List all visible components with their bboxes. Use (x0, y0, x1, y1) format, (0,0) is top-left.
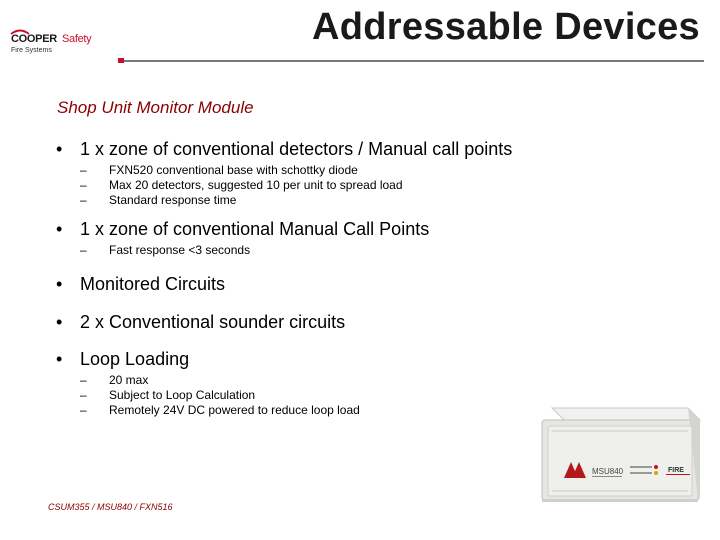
sub-marker: – (80, 403, 87, 417)
sub-marker: – (80, 243, 87, 257)
title-divider (118, 60, 704, 62)
bullet-marker: • (56, 312, 63, 332)
bullet-text: 1 x zone of conventional Manual Call Points (80, 219, 430, 239)
bullet-marker: • (56, 349, 63, 369)
sub-marker: – (80, 193, 87, 207)
sub-text: Fast response <3 seconds (109, 243, 251, 257)
device-fire-badge: FIRE (668, 467, 684, 474)
bullet-marker: • (56, 219, 63, 239)
section-subtitle: Shop Unit Monitor Module (57, 98, 254, 117)
sub-text: Subject to Loop Calculation (109, 388, 256, 402)
sub-text: FXN520 conventional base with schottky diode (109, 163, 358, 177)
bullet-item (56, 218, 656, 240)
device-model-label: MSU840 (592, 467, 624, 476)
logo-brand: COOPER (11, 33, 57, 45)
led-indicator-icon (654, 465, 658, 469)
sub-text: Remotely 24V DC powered to reduce loop load (109, 403, 360, 417)
sub-item (56, 243, 656, 258)
bullet-marker: • (56, 274, 63, 294)
sub-text: 20 max (109, 373, 149, 387)
bullet-text: Loop Loading (80, 349, 190, 369)
sub-list (56, 163, 656, 208)
bullet-item (56, 311, 656, 333)
bullet-text: 1 x zone of conventional detectors / Manual call points (80, 139, 513, 159)
sub-item (56, 163, 656, 178)
logo-brand-accent: Safety (62, 33, 92, 45)
monitor-module-image (538, 400, 704, 504)
bullet-item (56, 273, 656, 295)
sub-list (56, 243, 656, 258)
bullet-text: Monitored Circuits (80, 274, 226, 294)
bullet-text: 2 x Conventional sounder circuits (80, 312, 346, 332)
page-title: Addressable Devices (311, 6, 700, 48)
sub-item (56, 193, 656, 208)
bullet-marker: • (56, 139, 63, 159)
sub-text: Standard response time (109, 193, 237, 207)
logo-tagline: Fire Systems (11, 47, 52, 54)
sub-marker: – (80, 373, 87, 387)
sub-marker: – (80, 163, 87, 177)
sub-item (56, 373, 656, 388)
bullet-item (56, 138, 656, 160)
sub-marker: – (80, 178, 87, 192)
title-divider-accent (118, 58, 124, 63)
cooper-safety-logo (8, 28, 108, 58)
led-indicator-icon (654, 471, 658, 475)
bullet-item (56, 348, 656, 370)
sub-item (56, 178, 656, 193)
sub-text: Max 20 detectors, suggested 10 per unit to spread load (109, 178, 403, 192)
sub-marker: – (80, 388, 87, 402)
bullet-list (56, 138, 656, 418)
footer-part-numbers: CSUM355 / MSU840 / FXN516 (48, 502, 173, 512)
